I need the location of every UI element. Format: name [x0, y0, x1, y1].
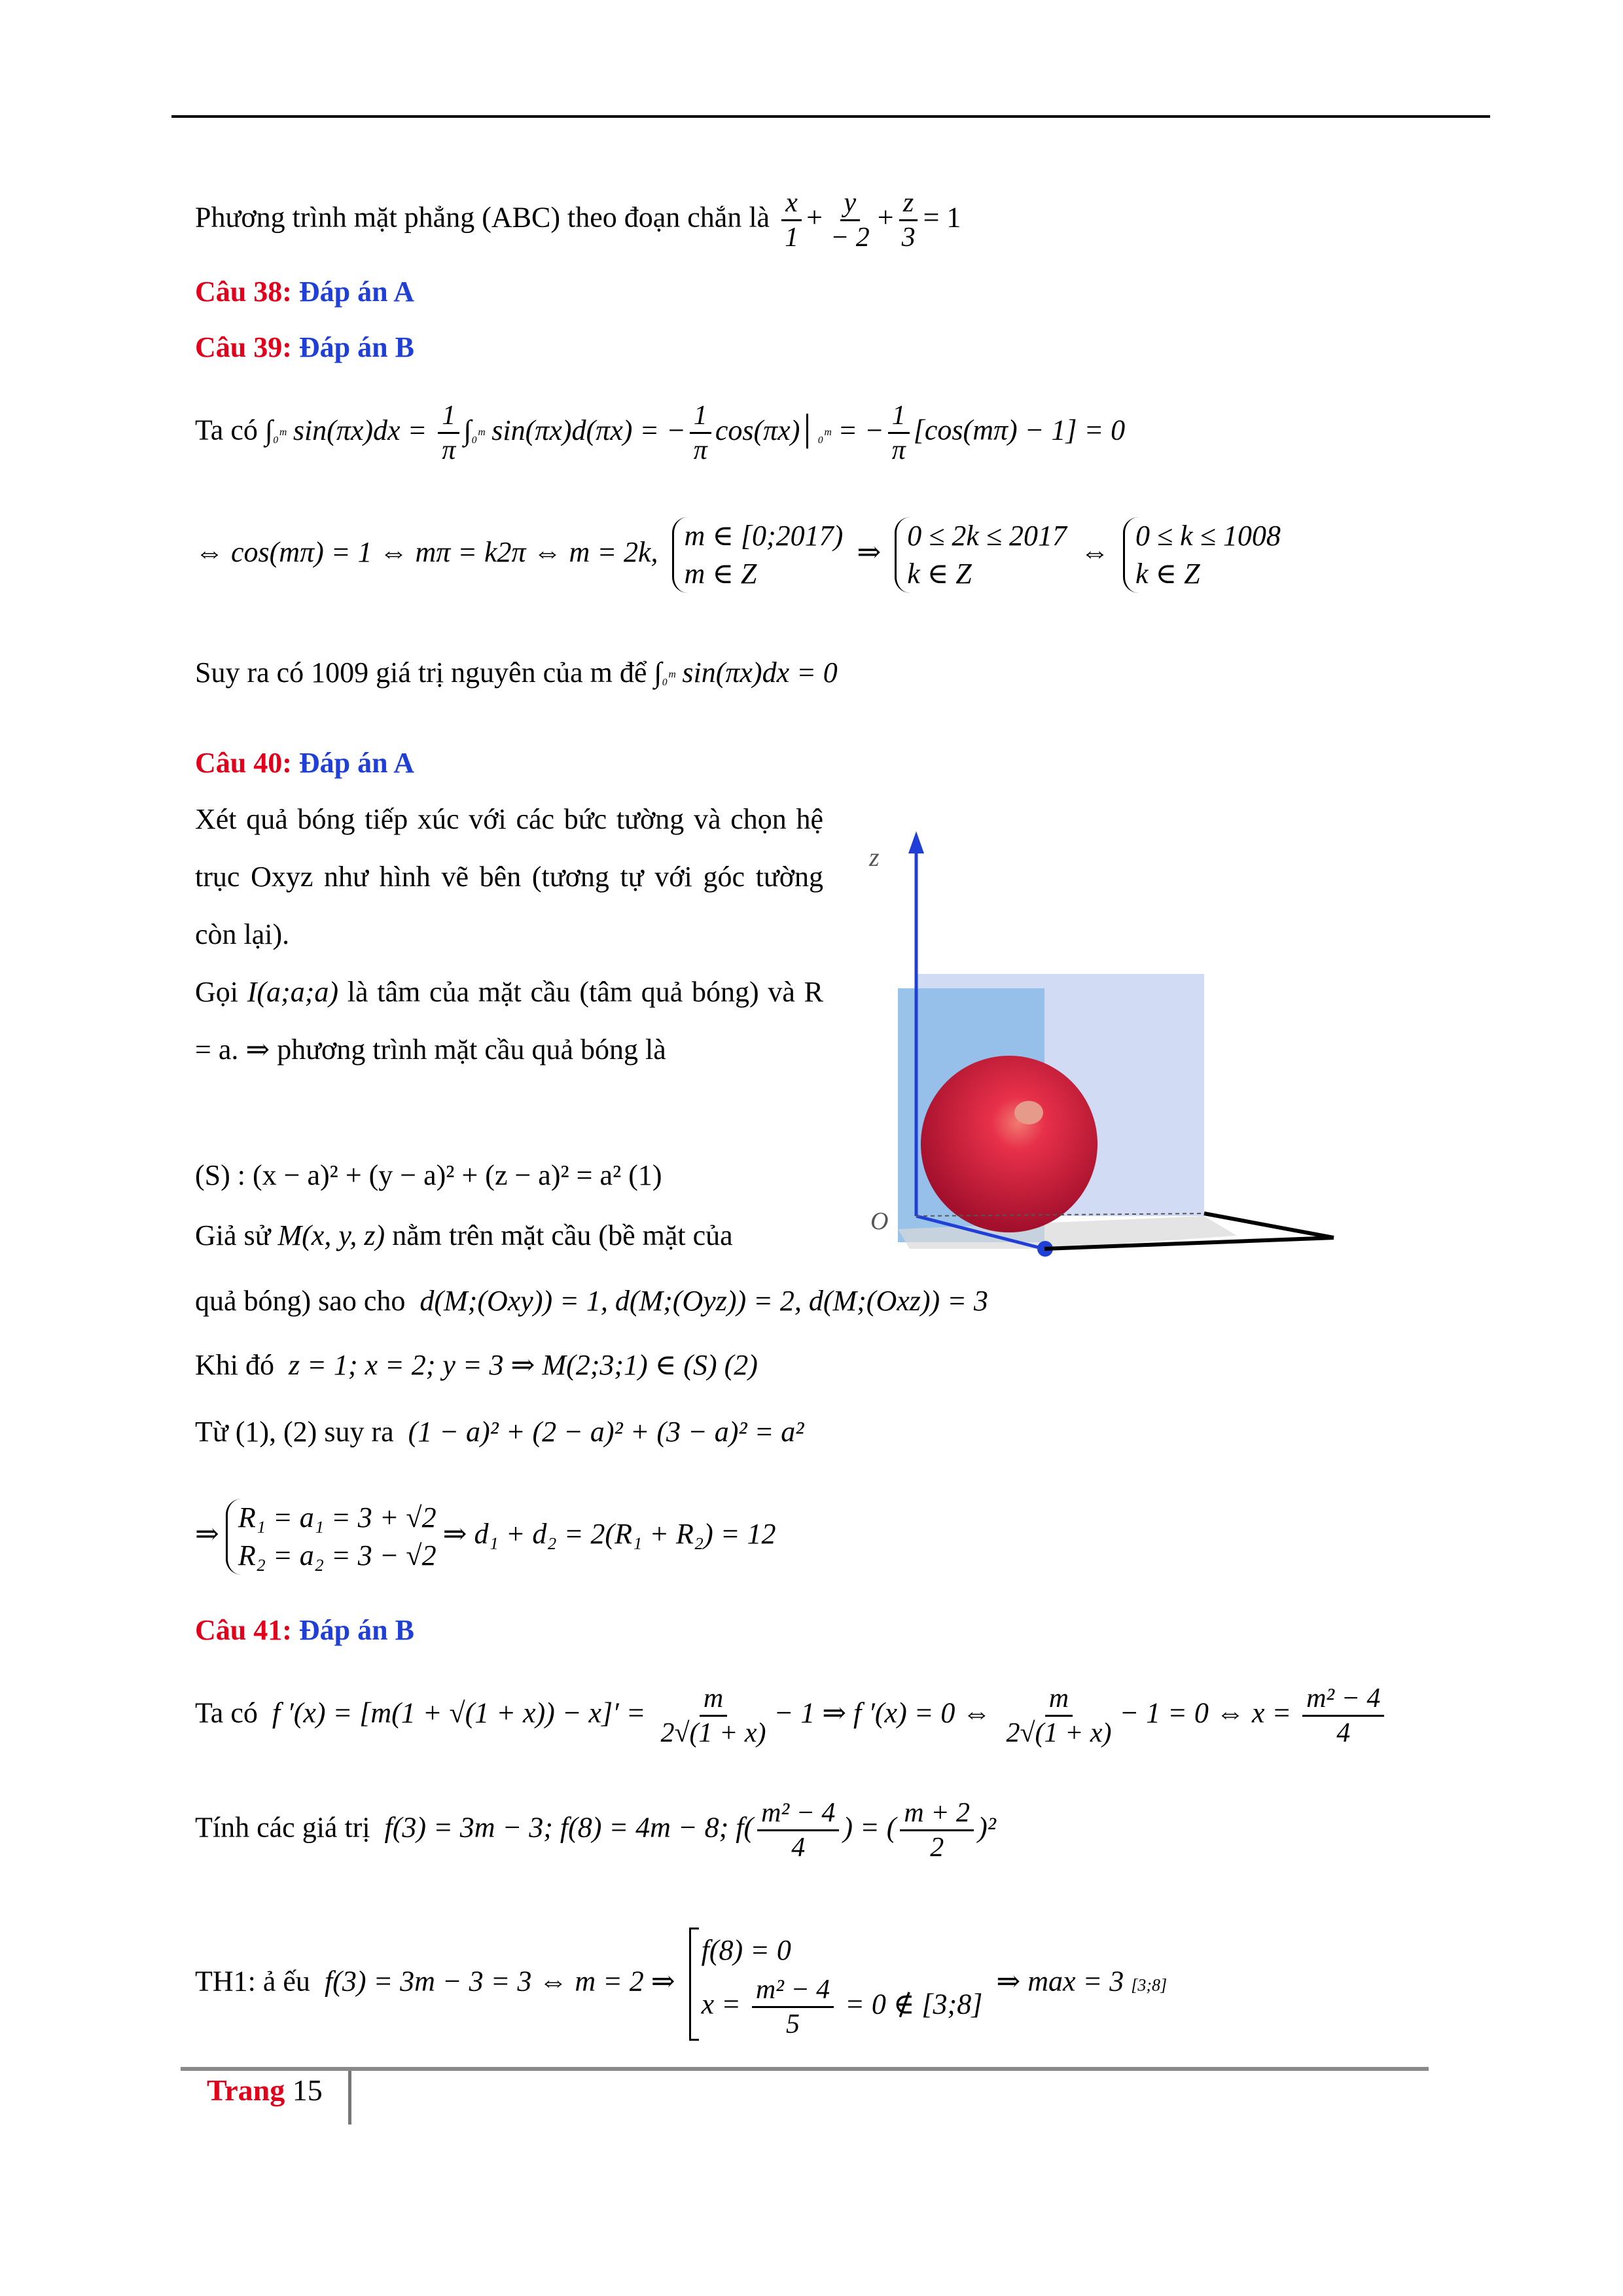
footer-separator: [348, 2071, 351, 2125]
q40-suppose-line: Giả sử M(x, y, z) nằm trên mặt cầu (bề mặt của: [195, 1219, 733, 1251]
intro-line: Phương trình mặt phẳng (ABC) theo đoạn chắn là $\frac{x}{1}$ + $\frac{y}{- 2}$ + $\frac{z}{3}$ = 1: [195, 188, 961, 253]
question-40-header: Câu 40: Đáp án A: [195, 747, 414, 779]
axis-z-label: z: [869, 842, 880, 872]
radius-system: R₁ = a₁ = 3 + √2 R₂ = a₂ = 3 − √2: [226, 1499, 437, 1575]
question-41-header: Câu 41: Đáp án B: [195, 1614, 414, 1646]
q41-th1-line: TH1: ả ếu f(3) = 3m − 3 = 3 ⇔ m = 2 ⇒ f(8) = 0 x = $\frac{\text{m² − 4}}{5}$ = 0 ∉ [3;8] ⇒ max = 3 [3;8]: [195, 1928, 1167, 2041]
q40-from-line: Từ (1), (2) suy ra (1 − a)² + (2 − a)² + (3 − a)² = a²: [195, 1416, 804, 1448]
ball-sphere: [921, 1056, 1097, 1232]
question-39-header: Câu 39: Đáp án B: [195, 331, 414, 363]
q40-paragraph-2: Gọi I(a;a;a) là tâm của mặt cầu (tâm quả bóng) và R = a. ⇒ phương trình mặt cầu quả bóng là: [195, 976, 823, 1066]
intro-text: Phương trình mặt phẳng (ABC) theo đoạn chắn là: [195, 201, 770, 234]
th1-system: f(8) = 0 x = $\frac{\text{m² − 4}}{5}$ = 0 ∉ [3;8]: [689, 1928, 983, 2041]
corner-sphere-figure: [857, 817, 1368, 1275]
q40-when-line: Khi đó z = 1; x = 2; y = 3 ⇒ M(2;3;1) ∈ (S) (2): [195, 1349, 758, 1381]
system-3: 0 ≤ k ≤ 1008 k ∈ Z: [1123, 517, 1281, 593]
q39-integral-line: Ta có ∫₀ᵐ sin(πx)dx = $\frac{1}{\pi}$ ∫₀ᵐ sin(πx)d(πx) = − $\frac{1}{\pi}$ cos(πx)│₀ᵐ = − $\frac{1}{\pi}$ [cos(mπ) − 1] = 0: [195, 401, 1126, 465]
ball-highlight: [1014, 1101, 1043, 1124]
q39-equiv-line: ⇔ cos(mπ) = 1 ⇔ mπ = k2π ⇔ m = 2k, m ∈ [0;2017) m ∈ Z ⇒ 0 ≤ 2k ≤ 2017 k ∈ Z ⇔ 0 ≤ k ≤ 1008 k ∈ Z: [195, 517, 1287, 593]
header-rule: [171, 115, 1490, 118]
q39-conclusion: Suy ra có 1009 giá trị nguyên của m để ∫₀ᵐ sin(πx)dx = 0: [195, 656, 838, 689]
origin-label: O: [870, 1208, 889, 1235]
system-1: m ∈ [0;2017) m ∈ Z: [672, 517, 844, 593]
footer-rule: [181, 2067, 1429, 2071]
q41-derivative-line: Ta có f ′(x) = [m(1 + √(1 + x)) − x]′ = $\frac{m}{2√(1 + x)}$ − 1 ⇒ f ′(x) = 0 ⇔ $\frac{m}{2√(1 + x)}$ − 1 = 0 ⇔ x = $\frac{\text{m² − 4}}{4}$: [195, 1682, 1388, 1749]
fraction-x: $\frac{x}{1}$: [781, 187, 802, 254]
q40-distance-line: quả bóng) sao cho d(M;(Oxy)) = 1, d(M;(Oyz)) = 2, d(M;(Oxz)) = 3: [195, 1285, 988, 1317]
q40-paragraph-1: Xét quả bóng tiếp xúc với các bức tường và chọn hệ trục Oxyz như hình vẽ bên (tương tự với góc tường còn lại).: [195, 803, 823, 950]
q40-result-line: ⇒ R₁ = a₁ = 3 + √2 R₂ = a₂ = 3 − √2 ⇒ d₁ + d₂ = 2(R₁ + R₂) = 12: [195, 1499, 776, 1575]
q41-values-line: Tính các giá trị f(3) = 3m − 3; f(8) = 4m − 8; f( $\frac{\text{m² − 4}}{4}$ ) = ( $\frac{m + 2}{2}$ )²: [195, 1798, 996, 1863]
question-38-header: Câu 38: Đáp án A: [195, 276, 414, 308]
system-2: 0 ≤ 2k ≤ 2017 k ∈ Z: [895, 517, 1067, 593]
z-axis-arrow: [908, 831, 924, 853]
page-footer: Trang 15: [207, 2073, 323, 2107]
fraction-y: $\frac{y}{- 2}$: [830, 188, 870, 253]
fraction-z: $\frac{z}{3}$: [898, 187, 919, 254]
sphere-equation: (S) : (x − a)² + (y − a)² + (z − a)² = a² (1): [195, 1159, 662, 1191]
